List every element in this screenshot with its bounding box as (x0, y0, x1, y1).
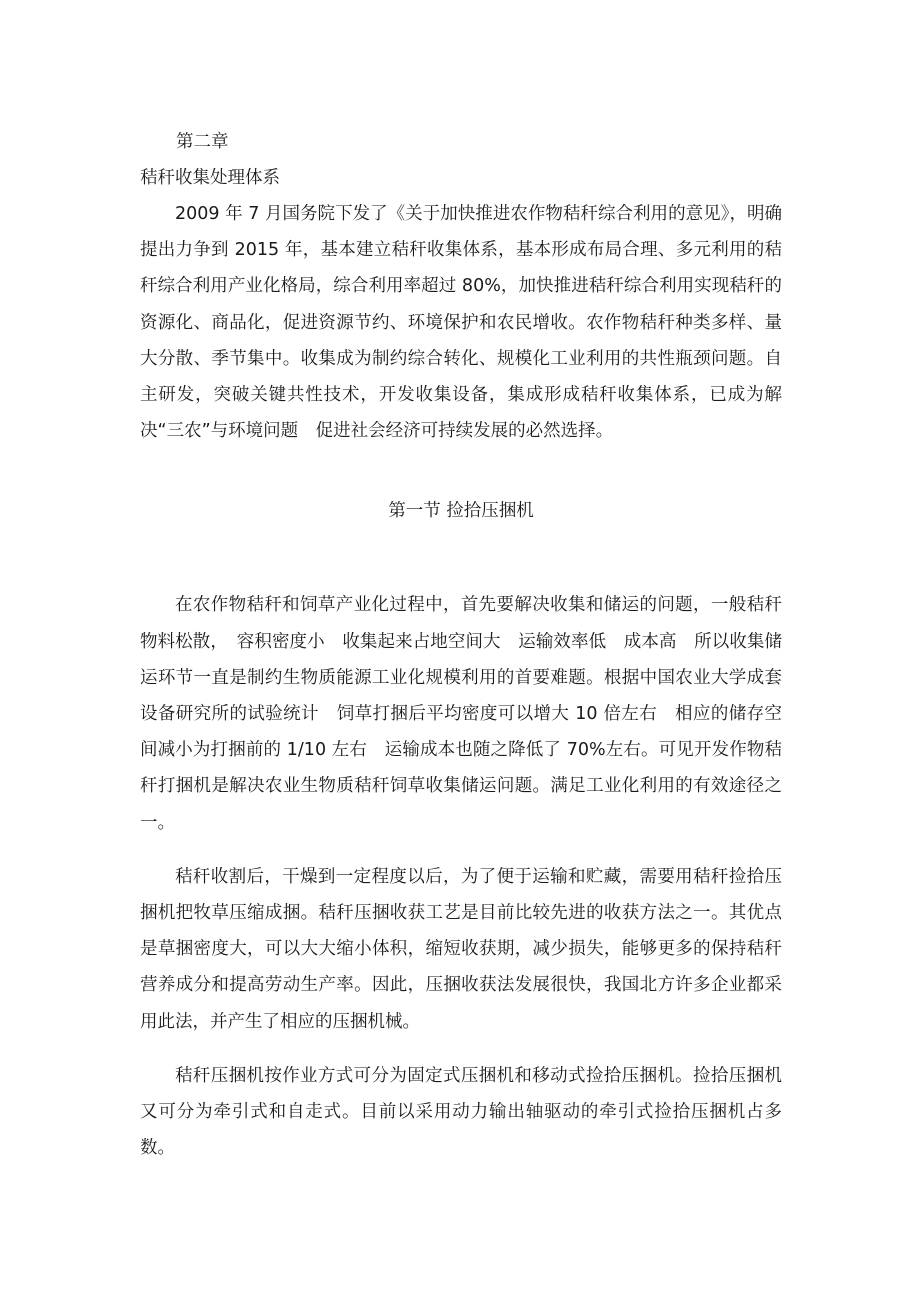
chapter-title: 秸秆收集处理体系 (140, 168, 280, 188)
section-title: 第一节 捡拾压捆机 (388, 501, 534, 522)
chapter-number: 第二章 (176, 132, 229, 152)
chapter-intro-paragraph: 2009 年 7 月国务院下发了《关于加快推进农作物秸秆综合利用的意见》，明确提出力争到 2015 年，基本建立秸秆收集体系，基本形成布局合理、多元利用的秸秆综合利用产业化格局，综合利用率超过 80%，加快推进秸秆综合利用实现秸秆的资源化、商品化，促进资源节约、环境保护和农民增收。农作物秸秆种类多样、量大分散、季节集中。收集成为制约综合转化、规模化工业利用的共性瓶颈问题。自主研发，突破关键共性技术，开发收集设备，集成形成秸秆收集体系，已成为解决“三农”与环境问题 促进社会经济可持续发展的必然选择。 (140, 204, 782, 442)
spacer (140, 1040, 782, 1058)
section-paragraph-3: 秸秆压捆机按作业方式可分为固定式压捆机和移动式捡拾压捆机。捡拾压捆机又可分为牵引式和自走式。目前以采用动力输出轴驱动的牵引式捡拾压捆机占多数。 (140, 1065, 782, 1159)
section-paragraph-1: 在农作物秸秆和饲草产业化过程中，首先要解决收集和储运的问题，一般秸秆物料松散， 容积密度小 收集起来占地空间大 运输效率低 成本高 所以收集储运环节一直是制约生物质能源工业化规模利用的首要难题。根据中国农业大学成套设备研究所的试验统计 饲草打捆后平均密度可以增大 10 倍左右 相应的储存空间减小为打捆前的 1/10 左右 运输成本也随之降低了 70%左右。可见开发作物秸秆打捆机是解决农业生物质秸秆饲草收集储运问题。满足工业化利用的有效途径之一。 (140, 595, 782, 833)
spacer (140, 529, 782, 587)
spacer (140, 841, 782, 859)
document-body (140, 124, 782, 1166)
section-paragraph-2: 秸秆收割后，干燥到一定程度以后，为了便于运输和贮藏，需要用秸秆捡拾压捆机把牧草压缩成捆。秸秆压捆收获工艺是目前比较先进的收获方法之一。其优点是草捆密度大，可以大大缩小体积，缩短收获期，减少损失，能够更多的保持秸秆营养成分和提高劳动生产率。因此，压捆收获法发展很快，我国北方许多企业都采用此法，并产生了相应的压捆机械。 (140, 866, 782, 1032)
